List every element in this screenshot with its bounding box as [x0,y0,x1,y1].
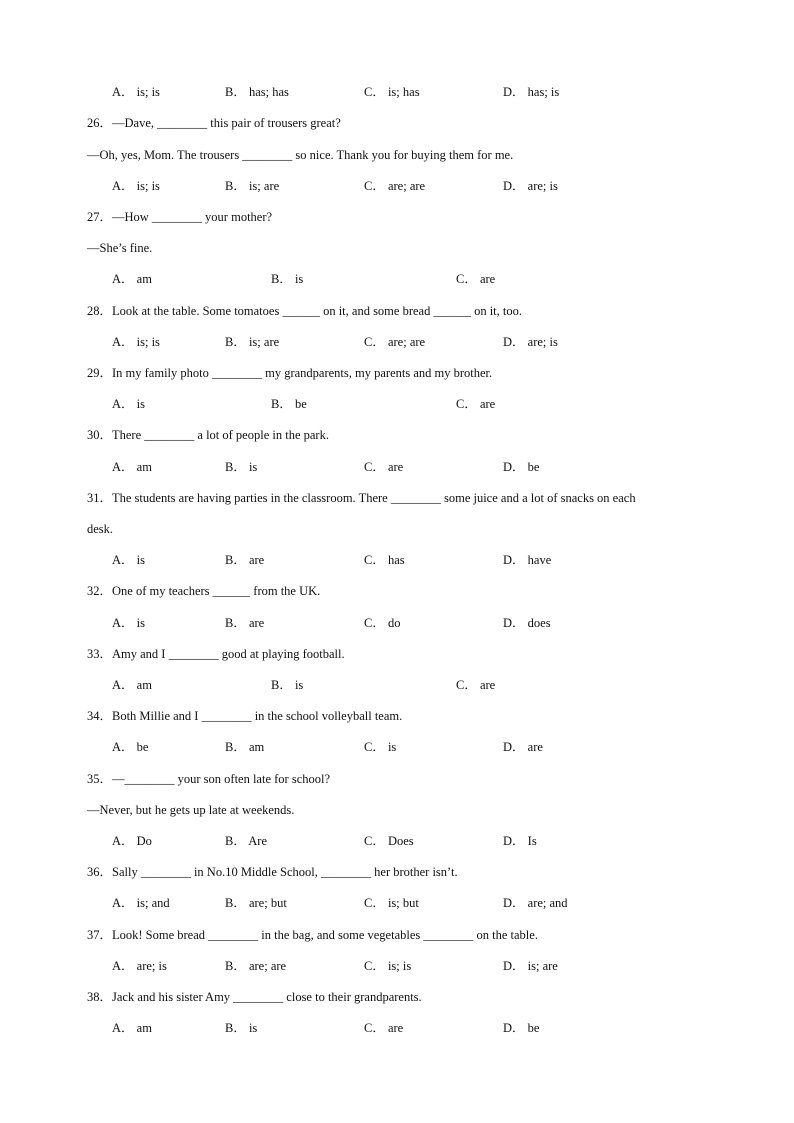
question-text: —Never, but he gets up late at weekends. [87,803,295,817]
answer-option[interactable]: D． have [503,553,552,567]
answer-option[interactable]: A． is [112,553,145,567]
question-text: 34．Both Millie and I ________ in the school volleyball team. [87,709,403,723]
answer-options [112,739,732,755]
answer-options [112,615,732,631]
answer-option[interactable]: C． is [364,740,397,754]
question-text: 29．In my family photo ________ my grandparents, my parents and my brother. [87,366,493,380]
answer-options [112,958,732,974]
answer-option[interactable]: B． are [225,553,265,567]
answer-options [112,677,732,693]
answer-option[interactable]: B． Are [225,834,268,848]
answer-option[interactable]: A． am [112,678,152,692]
answer-option[interactable]: C． are; are [364,335,426,349]
answer-option[interactable]: B． be [271,397,307,411]
answer-options [112,84,732,100]
answer-option[interactable]: B． is; are [225,179,280,193]
question-text: 27．—How ________ your mother? [87,210,273,224]
answer-option[interactable]: C． are [364,1021,404,1035]
answer-option[interactable]: A． is; is [112,335,160,349]
answer-options [112,459,732,475]
question-text: desk. [87,522,114,536]
answer-options [112,552,732,568]
question-text: 30．There ________ a lot of people in the park. [87,428,329,442]
answer-option[interactable]: D． is; are [503,959,558,973]
answer-options [112,1020,732,1036]
question-text: 36．Sally ________ in No.10 Middle School, ________ her brother isn’t. [87,865,458,879]
answer-option[interactable]: A． am [112,460,152,474]
answer-option[interactable]: C． are [364,460,404,474]
answer-options [112,271,732,287]
answer-option[interactable]: A． are; is [112,959,167,973]
question-text: 35．—________ your son often late for school? [87,772,331,786]
answer-option[interactable]: D． has; is [503,85,560,99]
answer-option[interactable]: C． are; are [364,179,426,193]
answer-options [112,334,732,350]
answer-option[interactable]: D． be [503,460,540,474]
answer-option[interactable]: C． are [456,272,496,286]
question-text: 26．—Dave, ________ this pair of trousers great? [87,116,341,130]
question-text: 32．One of my teachers ______ from the UK. [87,584,321,598]
answer-option[interactable]: B． are; are [225,959,287,973]
answer-options [112,833,732,849]
answer-option[interactable]: D． Is [503,834,537,848]
question-text: 31．The students are having parties in the classroom. There ________ some juice and a lot of snacks on each [87,491,636,505]
answer-option[interactable]: A． is; and [112,896,170,910]
answer-option[interactable]: B． are [225,616,265,630]
answer-option[interactable]: A． Do [112,834,152,848]
answer-option[interactable]: A． is [112,397,145,411]
answer-option[interactable]: B． is [271,678,304,692]
answer-option[interactable]: A． be [112,740,149,754]
answer-option[interactable]: D． are; is [503,335,558,349]
answer-options [112,396,732,412]
answer-option[interactable]: C． Does [364,834,414,848]
answer-option[interactable]: C． is; has [364,85,420,99]
answer-option[interactable]: C． has [364,553,405,567]
answer-options [112,178,732,194]
answer-option[interactable]: D． are [503,740,543,754]
answer-option[interactable]: C． is; is [364,959,412,973]
answer-options [112,895,732,911]
answer-option[interactable]: B． are; but [225,896,287,910]
answer-option[interactable]: B． is [225,460,258,474]
answer-option[interactable]: A． am [112,272,152,286]
answer-option[interactable]: B． am [225,740,265,754]
answer-option[interactable]: A． is; is [112,179,160,193]
answer-option[interactable]: B． is [271,272,304,286]
question-text: 37．Look! Some bread ________ in the bag, and some vegetables ________ on the table. [87,928,538,942]
question-text: —She’s fine. [87,241,153,255]
answer-option[interactable]: A． am [112,1021,152,1035]
answer-option[interactable]: B． is [225,1021,258,1035]
answer-option[interactable]: D． be [503,1021,540,1035]
answer-option[interactable]: D． are; and [503,896,568,910]
answer-option[interactable]: C． are [456,397,496,411]
answer-option[interactable]: A． is; is [112,85,160,99]
answer-option[interactable]: C． is; but [364,896,419,910]
answer-option[interactable]: A． is [112,616,145,630]
answer-option[interactable]: B． is; are [225,335,280,349]
question-text: 28．Look at the table. Some tomatoes ______ on it, and some bread ______ on it, too. [87,304,523,318]
question-text: 33．Amy and I ________ good at playing football. [87,647,345,661]
question-text: 38．Jack and his sister Amy ________ close to their grandparents. [87,990,422,1004]
answer-option[interactable]: D． does [503,616,551,630]
question-text: —Oh, yes, Mom. The trousers ________ so nice. Thank you for buying them for me. [87,148,514,162]
answer-option[interactable]: D． are; is [503,179,558,193]
answer-option[interactable]: B． has; has [225,85,289,99]
answer-option[interactable]: C． do [364,616,401,630]
answer-option[interactable]: C． are [456,678,496,692]
